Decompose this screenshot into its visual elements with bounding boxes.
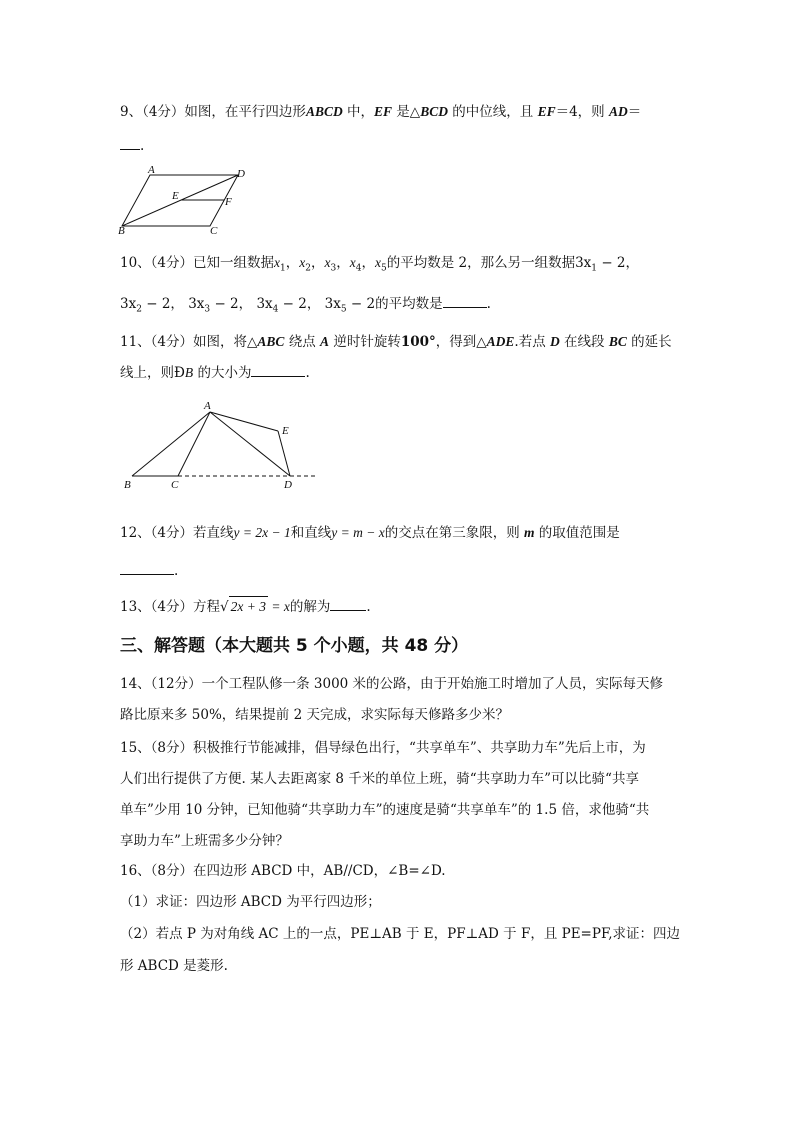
- q14-text-2: 路比原来多 50%，结果提前 2 天完成，求实际每天修路多少米？: [120, 707, 509, 723]
- q10-text-b: 的平均数是 2，那么另一组数据: [386, 255, 576, 271]
- q15-line2: [120, 769, 639, 789]
- q11-text: 11、（4分）如图，将△: [120, 334, 258, 350]
- q11-label-d: D: [284, 479, 292, 491]
- q9-text-eq2: ＝: [627, 104, 642, 120]
- q10-sub: 1: [280, 263, 286, 274]
- q14-line2: [120, 705, 509, 725]
- sqrt-icon: √: [220, 599, 229, 615]
- q16-text-1: 16、（8分）在四边形 ABCD 中，AB//CD，∠B=∠D.: [120, 863, 446, 879]
- q11-abc: ABC: [257, 334, 285, 349]
- q11-text-b: 绕点: [284, 334, 321, 350]
- q16-text-2: （1）求证：四边形 ABCD 为平行四边形；: [120, 894, 381, 910]
- q9-text-mid2: 是△: [392, 104, 421, 120]
- q10-expr-sub: 5: [340, 304, 347, 315]
- q11-label-a: A: [204, 400, 211, 412]
- q15-line3: [120, 800, 649, 820]
- q12-answer-blank[interactable]: [120, 560, 174, 575]
- q9-label-a: A: [148, 164, 155, 176]
- section-title: 三、解答题（本大题共 5 个小题，共 48 分）: [120, 636, 469, 656]
- q11-degree: 100°: [400, 334, 436, 350]
- q10-expr: 3x: [575, 255, 592, 271]
- q12-end: .: [174, 563, 179, 579]
- q11-segment-ed: [278, 431, 290, 476]
- q14-line1: [120, 674, 663, 694]
- q12-text-b: 和直线: [290, 525, 332, 541]
- q15-line1: [120, 738, 646, 758]
- q11-label-c: C: [171, 479, 179, 491]
- q10-expr-tail: − 2，: [597, 255, 640, 271]
- q9-text-eq: ＝4，则: [555, 104, 609, 120]
- q13-text: 13、（4分）方程: [120, 599, 221, 615]
- q11-label-b: B: [124, 479, 131, 491]
- q15-text-4: 享助力车”上班需多少分钟？: [120, 833, 289, 849]
- q10-var: x: [374, 255, 381, 270]
- q10-var: x: [324, 255, 331, 270]
- q11-text-f: 在线段: [559, 334, 609, 350]
- q10-sub: 3: [330, 263, 337, 274]
- q9-answer-blank[interactable]: [120, 135, 140, 150]
- q12-line1: [120, 523, 620, 543]
- q13-answer-blank[interactable]: [330, 596, 366, 611]
- q13-rhs: = x: [268, 599, 290, 614]
- q10-line1: 10、（4分）已知一组数据$x_1$，$x_2$，$x_3$，$x_4$，$x_5$的平均数是 2，那么另一组数据$3x_1 - 2$，: [120, 255, 640, 274]
- q13-end: .: [366, 599, 371, 615]
- q12-m: m: [524, 525, 535, 540]
- q11-text-d: ，得到△: [435, 334, 487, 350]
- q9-label-d: D: [237, 168, 245, 180]
- q11-b: B: [184, 365, 194, 380]
- q16-line4: [120, 956, 228, 976]
- q12-text-d: 的取值范围是: [534, 525, 620, 541]
- q12-text-c: 的交点在第三象限，则: [384, 525, 524, 541]
- q11-text-c: 逆时针旋转: [329, 334, 401, 350]
- q10-var: x: [299, 255, 306, 270]
- q16-text-4: 形 ABCD 是菱形.: [120, 958, 228, 974]
- q11-segment-ac: [178, 412, 210, 476]
- q9-text: 9、（4分）如图，在平行四边形: [120, 104, 306, 120]
- q10-expr-sub: 3: [204, 304, 211, 315]
- q11-end: .: [305, 365, 310, 381]
- q9-ad: AD: [608, 104, 628, 119]
- q11-line1: [120, 332, 672, 352]
- q9-text-mid3: 的中位线，且: [447, 104, 538, 120]
- q9-line1: [120, 102, 641, 122]
- q16-line1: [120, 861, 446, 881]
- q10-line2: $3x_2 - 2$， $3x_3 - 2$， $3x_4 - 2$， $3x_5 - 2$的平均数是 .: [120, 293, 491, 320]
- q10-sub: 2: [305, 263, 311, 274]
- q11-segment-ad: [210, 412, 290, 476]
- q11-segment-ae: [210, 412, 278, 431]
- q11-answer-blank[interactable]: [251, 362, 305, 377]
- q12-text: 12、（4分）若直线: [120, 525, 234, 541]
- q10-sub: 4: [355, 263, 362, 274]
- q15-text-1: 15、（8分）积极推行节能减排，倡导绿色出行，“共享单车”、共享助力车”先后上市，为: [120, 740, 646, 756]
- q9-ef2: EF: [537, 104, 556, 119]
- q15-line4: [120, 831, 289, 851]
- q9-label-e: E: [172, 190, 179, 202]
- q11-label-e: E: [282, 425, 289, 437]
- q10-expr: 3x: [256, 296, 273, 312]
- q11-text-g: 的延长: [626, 334, 672, 350]
- q10-sub: 5: [380, 263, 387, 274]
- q16-line2: [120, 892, 381, 912]
- q10-text: 10、（4分）已知一组数据: [120, 255, 275, 271]
- q9-label-b: B: [118, 225, 125, 235]
- q11-line2: [120, 362, 310, 383]
- q11-figure: [118, 396, 323, 492]
- q10-answer-blank[interactable]: [443, 293, 487, 308]
- q9-line2: [120, 135, 144, 156]
- q11-text-e: .若点: [514, 334, 551, 350]
- q16-text-3: （2）若点 P 为对角线 AC 上的一点，PE⊥AB 于 E，PF⊥AD 于 F，且 PE=PF,求证：四边: [120, 926, 681, 942]
- q9-label-c: C: [210, 225, 218, 235]
- q9-figure: [115, 163, 255, 235]
- q10-expr: 3x: [324, 296, 341, 312]
- q10-expr-sub: 1: [591, 263, 598, 274]
- q13-radicand: 2x + 3: [229, 596, 268, 617]
- q11-text-line2-b: 的大小为: [193, 365, 252, 381]
- q10-expr: 3x: [120, 296, 137, 312]
- q9-ef: EF: [374, 104, 393, 119]
- q12-line2: [120, 560, 178, 581]
- q10-text-tail: 的平均数是: [375, 296, 443, 312]
- q9-bcd: BCD: [420, 104, 448, 119]
- q10-expr-sub: 4: [272, 304, 279, 315]
- q11-ade: ADE: [486, 334, 515, 349]
- q10-var: x: [349, 255, 356, 270]
- q9-abcd: ABCD: [305, 104, 343, 119]
- q13-text-b: 的解为: [289, 599, 331, 615]
- q13-line1: [120, 596, 371, 617]
- q10-var: x: [274, 255, 281, 270]
- q16-line3: [120, 924, 680, 944]
- q11-text-line2: 线上，则Ð: [120, 365, 185, 381]
- q12-equation-2: y = m − x: [331, 525, 385, 540]
- q9-label-f: F: [225, 196, 232, 208]
- section-heading: [120, 636, 468, 656]
- q12-equation-1: y = 2x − 1: [233, 525, 291, 540]
- q10-expr-sub: 2: [136, 304, 142, 315]
- q9-text-mid1: 中，: [342, 104, 374, 120]
- q15-text-2: 人们出行提供了方便. 某人去距离家 8 千米的单位上班，骑“共享助力车”可以比骑“共享: [120, 771, 639, 787]
- q11-bc: BC: [608, 334, 627, 349]
- q10-end: .: [486, 296, 491, 312]
- q15-text-3: 单车”少用 10 分钟，已知他骑“共享助力车”的速度是骑“共享单车”的 1.5 倍，求他骑“共: [120, 802, 650, 818]
- q11-segment-ab: [132, 412, 210, 476]
- q9-end: .: [140, 138, 145, 154]
- q11-d: D: [550, 334, 560, 349]
- q11-a: A: [320, 334, 330, 349]
- q14-text-1: 14、（12分）一个工程队修一条 3000 米的公路，由于开始施工时增加了人员，实际每天修: [120, 676, 664, 692]
- q10-expr: 3x: [188, 296, 205, 312]
